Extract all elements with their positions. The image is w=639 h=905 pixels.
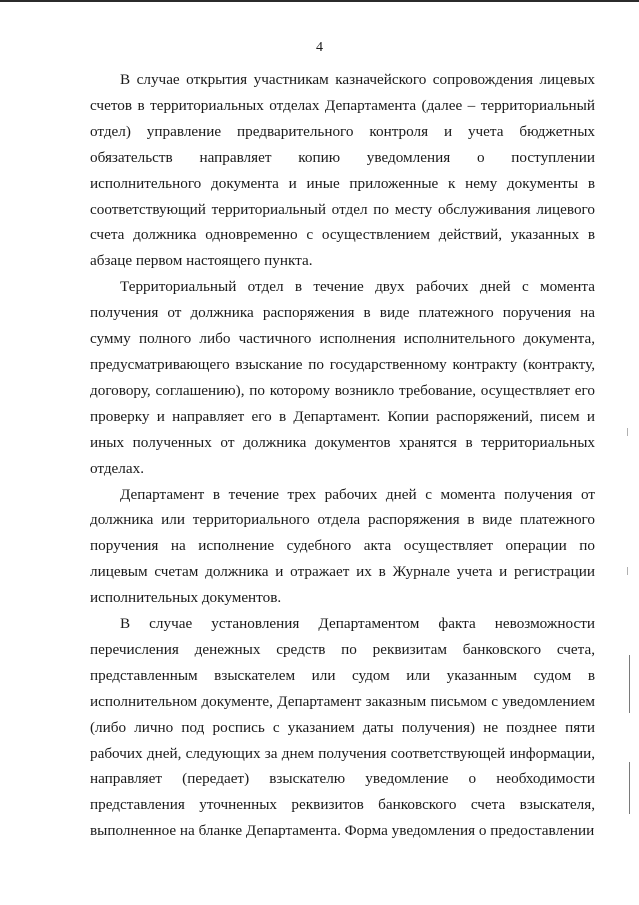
page-top-border <box>0 0 639 2</box>
scan-artifact-mark <box>627 567 628 575</box>
document-body <box>90 67 595 844</box>
scan-artifact-mark <box>627 428 628 436</box>
paragraph-4: В случае установления Департаментом факта невозможности перечисления денежных средств по реквизитам банковского счета, представленным взыскателем или судом или указанным судом в исполнительном документе, Департамент заказным письмом с уведомлением (либо лично под роспись с указанием даты получения) не позднее пяти рабочих дней, следующих за днем получения соответствующей информации, направляет (передает) взыскателю уведомление о необходимости представления уточненных реквизитов банковского счета взыскателя, выполненное на бланке Департамента. Форма уведомления о предоставлении <box>90 615 595 840</box>
paragraph-2: Территориальный отдел в течение двух рабочих дней с момента получения от должника распоряжения в виде платежного поручения на сумму полного либо частичного исполнения исполнительного документа, предусматривающего взыскание по государственному контракту (контракту, договору, соглашению), по которому возникло требование, осуществляет его проверку и направляет его в Департамент. Копии распоряжений, писем и иных полученных от должника документов хранятся в территориальных отделах. <box>90 278 595 477</box>
page-number: 4 <box>316 40 323 55</box>
paragraph-1: В случае открытия участникам казначейского сопровождения лицевых счетов в территориальных отделах Департамента (далее – территориальный отдел) управление предварительного контроля и учета бюджетных обязательств направляет копию уведомления о поступлении исполнительного документа и иные приложенные к нему документы в соответствующий территориальный отдел по месту обслуживания лицевого счета должника одновременно с осуществлением действий, указанных в абзаце первом настоящего пункта. <box>90 71 595 270</box>
scan-artifact-mark <box>629 655 630 713</box>
paragraph-3: Департамент в течение трех рабочих дней с момента получения от должника или территориального отдела распоряжения в виде платежного поручения на исполнение судебного акта осуществляет операции по лицевым счетам должника и отражает их в Журнале учета и регистрации исполнительных документов. <box>90 485 595 607</box>
scan-artifact-mark <box>629 762 630 814</box>
